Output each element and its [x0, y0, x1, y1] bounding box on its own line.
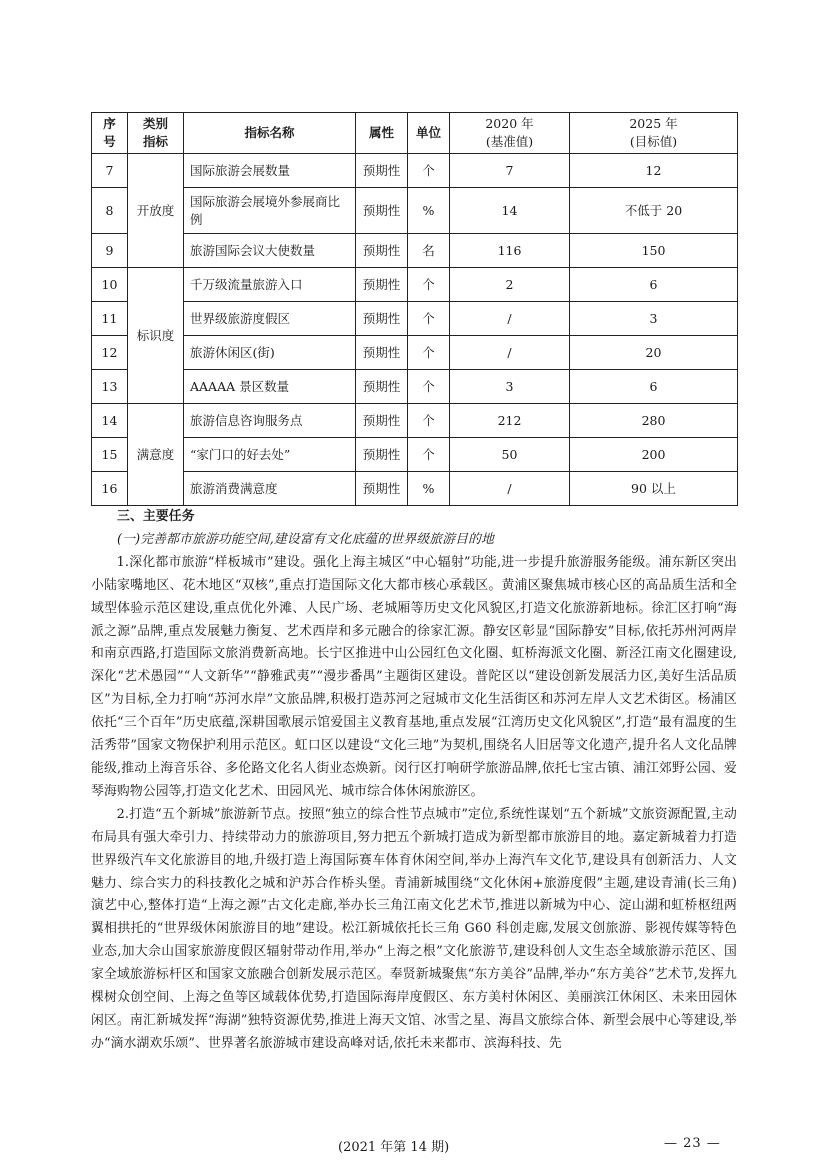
row-target: 不低于 20 [570, 188, 738, 234]
row-name: 国际旅游会展境外参展商比例 [184, 188, 356, 234]
row-target: 280 [570, 404, 738, 438]
row-name: 旅游国际会议大使数量 [184, 234, 356, 268]
table-row [92, 234, 738, 268]
row-no: 15 [92, 438, 128, 472]
header-no: 序号 [92, 113, 128, 154]
table-row [92, 302, 738, 336]
row-target: 90 以上 [570, 472, 738, 506]
table-row [92, 188, 738, 234]
row-attr: 预期性 [356, 336, 408, 370]
row-base: 7 [450, 154, 570, 188]
row-target: 12 [570, 154, 738, 188]
paragraph-2: 2.打造“五个新城”旅游新节点。按照“独立的综合性节点城市”定位,系统性谋划“五个新城”文旅资源配置,主动布局具有强大牵引力、持续带动力的旅游项目,努力把五个新城打造成为新型都市旅游目的地。嘉定新城着力打造世界级汽车文化旅游目的地,升级打造上海国际赛车体育休闲空间,举办上海汽车文化节,建设具有创新活力、人文魅力、综合实力的科技教化之城和沪苏合作桥头堡。青浦新城围绕“文化休闲+旅游度假”主题,建设青浦(长三角)演艺中心,整体打造“上海之源”古文化走廊,举办长三角江南文化艺术节,推进以新城为中心、淀山湖和虹桥枢纽两翼相拱托的“世界级休闲旅游目的地”建设。松江新城依托长三角 G60 科创走廊,发展文创旅游、影视传媒等特色业态,加大佘山国家旅游度假区辐射带动作用,举办“上海之根”文化旅游节,建设科创人文生态全域旅游示范区、国家全域旅游标杆区和国家文旅融合创新发展示范区。奉贤新城聚焦“东方美谷”品牌,举办“东方美谷”艺术节,发挥九棵树众创空间、上海之鱼等区域载体优势,打造国际海岸度假区、东方美村休闲区、美丽滨江休闲区、未来田园休闲区。南汇新城发挥“海湖”独特资源优势,推进上海天文馆、冰雪之星、海昌文旅综合体、新型会展中心等建设,举办“滴水湖欢乐颂”、世界著名旅游城市建设高峰对话,依托未来都市、滨海科技、先 [91, 806, 737, 1051]
row-unit: % [408, 472, 450, 506]
row-attr: 预期性 [356, 370, 408, 404]
row-base: 212 [450, 404, 570, 438]
row-name: 千万级流量旅游入口 [184, 268, 356, 302]
row-attr: 预期性 [356, 404, 408, 438]
table-row [92, 370, 738, 404]
row-attr: 预期性 [356, 154, 408, 188]
row-base: 3 [450, 370, 570, 404]
row-attr: 预期性 [356, 302, 408, 336]
table-row [92, 336, 738, 370]
table-row [92, 268, 738, 302]
row-attr: 预期性 [356, 472, 408, 506]
row-name: AAAAA 景区数量 [184, 370, 356, 404]
header-attr: 属性 [356, 113, 408, 154]
row-name: 旅游休闲区(街) [184, 336, 356, 370]
row-target: 150 [570, 234, 738, 268]
row-base: / [450, 472, 570, 506]
row-base: 50 [450, 438, 570, 472]
row-attr: 预期性 [356, 234, 408, 268]
row-target: 6 [570, 370, 738, 404]
row-no: 8 [92, 188, 128, 234]
row-attr: 预期性 [356, 438, 408, 472]
row-base: 116 [450, 234, 570, 268]
table-row [92, 438, 738, 472]
row-no: 16 [92, 472, 128, 506]
row-no: 12 [92, 336, 128, 370]
row-no: 10 [92, 268, 128, 302]
row-target: 3 [570, 302, 738, 336]
row-no: 9 [92, 234, 128, 268]
page-number: — 23 — [664, 1136, 721, 1151]
row-unit: 个 [408, 404, 450, 438]
table-row [92, 404, 738, 438]
row-unit: 名 [408, 234, 450, 268]
row-no: 7 [92, 154, 128, 188]
row-base: 2 [450, 268, 570, 302]
header-category: 类别 指标 [128, 113, 184, 154]
table-header-row [92, 113, 738, 154]
row-name: “家门口的好去处” [184, 438, 356, 472]
row-no: 13 [92, 370, 128, 404]
row-target: 200 [570, 438, 738, 472]
indicator-table [91, 112, 738, 506]
row-unit: 个 [408, 438, 450, 472]
table-row [92, 472, 738, 506]
body-text [91, 506, 737, 1056]
row-name: 国际旅游会展数量 [184, 154, 356, 188]
section-heading: 三、主要任务 [117, 509, 195, 524]
subsection-heading: (一)完善都市旅游功能空间,建设富有文化底蕴的世界级旅游目的地 [117, 531, 495, 547]
header-name: 指标名称 [184, 113, 356, 154]
category-cell: 满意度 [128, 404, 184, 506]
row-base: / [450, 302, 570, 336]
issue-footer: (2021 年第 14 期) [338, 1140, 450, 1155]
row-attr: 预期性 [356, 268, 408, 302]
table-row [92, 154, 738, 188]
row-base: / [450, 336, 570, 370]
paragraph-1: 1.深化都市旅游“样板城市”建设。强化上海主城区“中心辐射”功能,进一步提升旅游服务能级。浦东新区突出小陆家嘴地区、花木地区“双核”,重点打造国际文化大都市核心承载区。黄浦区聚焦城市核心区的高品质生活和全域型体验示范区建设,重点优化外滩、人民广场、老城厢等历史文化风貌区,打造文化旅游新地标。徐汇区打响“海派之源”品牌,重点发展魅力衡复、艺术西岸和多元融合的徐家汇源。静安区彰显“国际静安”目标,依托苏州河两岸和南京西路,打造国际文旅消费新高地。长宁区推进中山公园红色文化圈、虹桥海派文化圈、新泾江南文化圈建设,深化“艺术愚园”“人文新华”“静雅武夷”“漫步番禺”主题街区建设。普陀区以“建设创新发展活力区,美好生活品质区”为目标,全力打响“苏河水岸”文旅品牌,积极打造苏河之冠城市文化生活街区和苏河左岸人文艺术街区。杨浦区依托“三个百年”历史底蕴,深耕国歌展示馆爱国主义教育基地,重点发展“江湾历史文化风貌区”,打造“最有温度的生活秀带”国家文物保护利用示范区。虹口区以建设“文化三地”为契机,围绕名人旧居等文化遗产,提升名人文化品牌能级,推动上海音乐谷、多伦路文化名人街业态焕新。闵行区打响研学旅游品牌,依托七宝古镇、浦江郊野公园、爱琴海购物公园等,打造文化艺术、田园风光、城市综合体休闲旅游区。 [91, 554, 737, 799]
row-unit: 个 [408, 370, 450, 404]
row-unit: % [408, 188, 450, 234]
row-unit: 个 [408, 302, 450, 336]
row-unit: 个 [408, 336, 450, 370]
header-target: 2025 年 (目标值) [570, 113, 738, 154]
header-unit: 单位 [408, 113, 450, 154]
category-cell: 开放度 [128, 154, 184, 268]
row-unit: 个 [408, 154, 450, 188]
row-target: 20 [570, 336, 738, 370]
row-unit: 个 [408, 268, 450, 302]
row-target: 6 [570, 268, 738, 302]
header-base: 2020 年 (基准值) [450, 113, 570, 154]
row-base: 14 [450, 188, 570, 234]
row-name: 旅游消费满意度 [184, 472, 356, 506]
row-attr: 预期性 [356, 188, 408, 234]
category-cell: 标识度 [128, 268, 184, 404]
row-name: 旅游信息咨询服务点 [184, 404, 356, 438]
row-name: 世界级旅游度假区 [184, 302, 356, 336]
row-no: 14 [92, 404, 128, 438]
row-no: 11 [92, 302, 128, 336]
